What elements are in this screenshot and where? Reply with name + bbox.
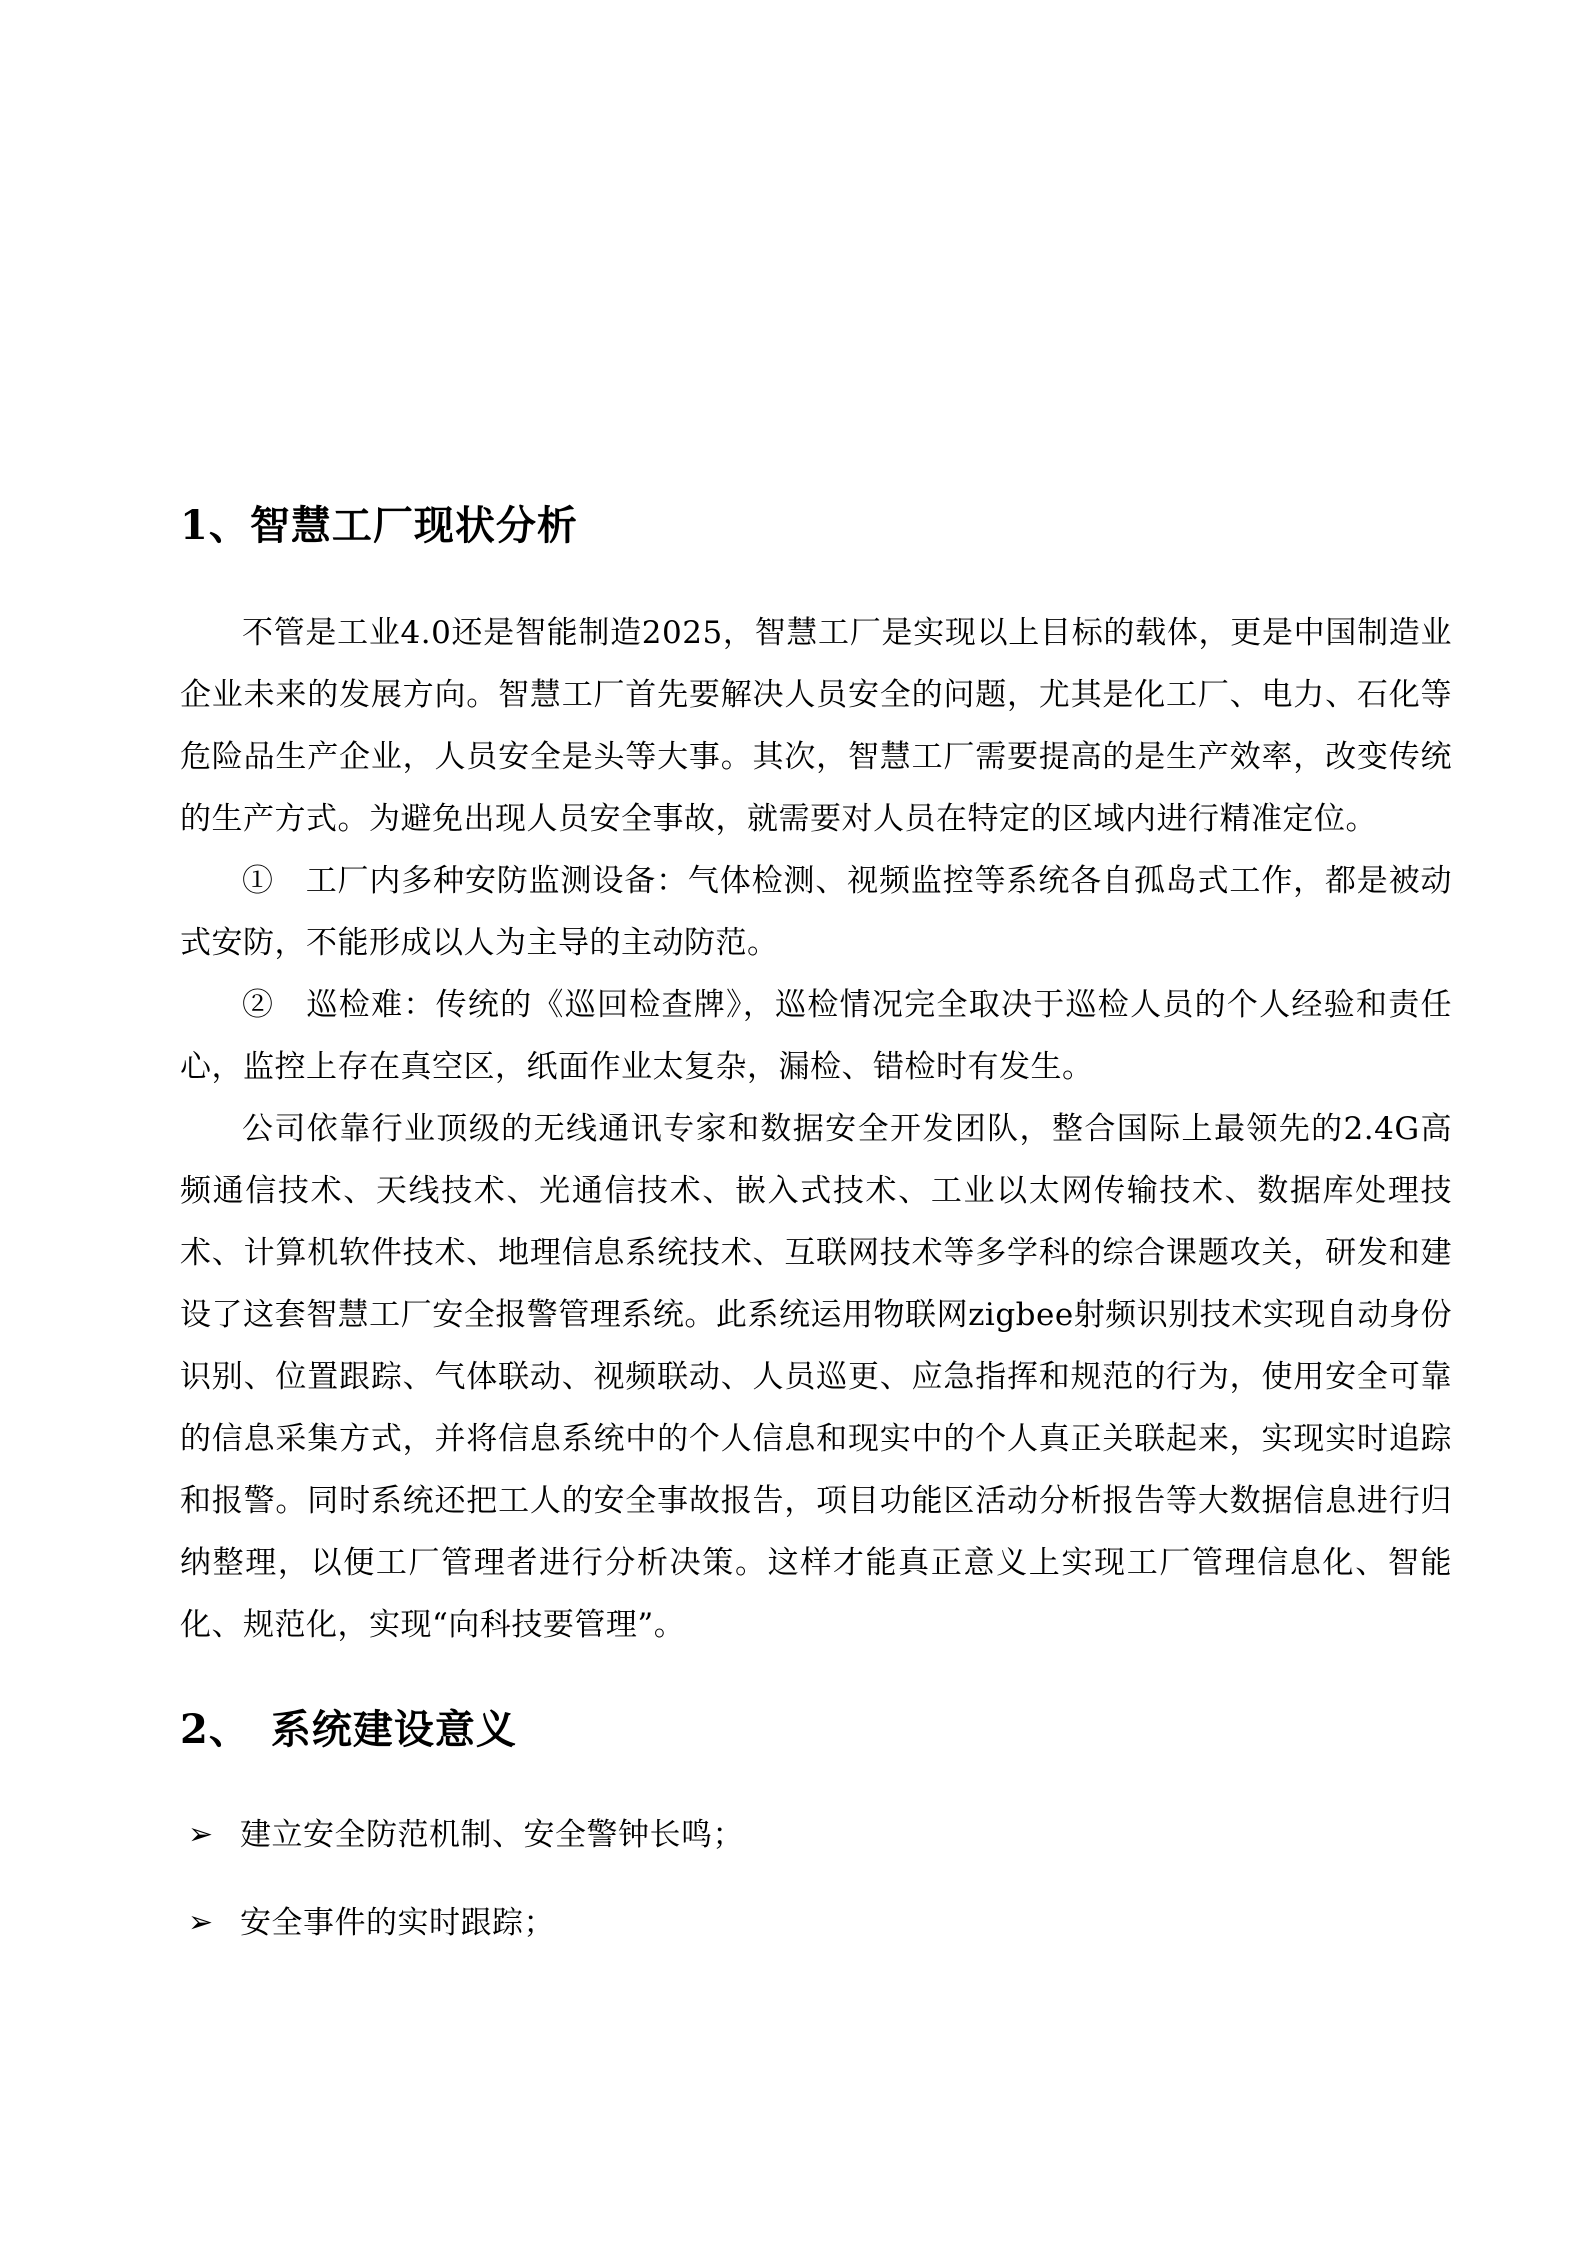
list-item <box>188 1812 1452 1858</box>
section-1-heading: 1、智慧工厂现状分析 <box>180 502 578 549</box>
section-2-heading: 2、 系统建设意义 <box>180 1706 517 1753</box>
list-item-text: 建立安全防范机制、安全警钟长鸣； <box>240 1817 744 1853</box>
list-item <box>188 1900 1452 1946</box>
list-item-text: 安全事件的实时跟踪； <box>240 1905 555 1941</box>
paragraph-company: 公司依靠行业顶级的无线通讯专家和数据安全开发团队，整合国际上最领先的2.4G高频通信技术、天线技术、光通信技术、嵌入式技术、工业以太网传输技术、数据库处理技术、计算机软件技术、地理信息系统技术、互联网技术等多学科的综合课题攻关，研发和建设了这套智慧工厂安全报警管理系统。此系统运用物联网zigbee射频识别技术实现自动身份识别、位置跟踪、气体联动、视频联动、人员巡更、应急指挥和规范的行为，使用安全可靠的信息采集方式，并将信息系统中的个人信息和现实中的个人真正关联起来，实现实时追踪和报警。同时系统还把工人的安全事故报告，项目功能区活动分析报告等大数据信息进行归纳整理，以便工厂管理者进行分析决策。这样才能真正意义上实现工厂管理信息化、智能化、规范化，实现“向科技要管理”。 <box>180 1111 1452 1643</box>
paragraph-item-2: ② 巡检难：传统的《巡回检查牌》，巡检情况完全取决于巡检人员的个人经验和责任心，监控上存在真空区，纸面作业太复杂，漏检、错检时有发生。 <box>180 987 1452 1085</box>
arrow-bullet-icon: ➢ <box>188 1817 214 1852</box>
paragraph-intro: 不管是工业4.0还是智能制造2025，智慧工厂是实现以上目标的载体，更是中国制造业企业未来的发展方向。智慧工厂首先要解决人员安全的问题，尤其是化工厂、电力、石化等危险品生产企业，人员安全是头等大事。其次，智慧工厂需要提高的是生产效率，改变传统的生产方式。为避免出现人员安全事故，就需要对人员在特定的区域内进行精准定位。 <box>180 615 1452 837</box>
paragraph-item-1: ① 工厂内多种安防监测设备：气体检测、视频监控等系统各自孤岛式工作，都是被动式安防，不能形成以人为主导的主动防范。 <box>180 863 1452 961</box>
arrow-bullet-icon: ➢ <box>188 1905 214 1940</box>
document-content <box>180 500 1452 1946</box>
